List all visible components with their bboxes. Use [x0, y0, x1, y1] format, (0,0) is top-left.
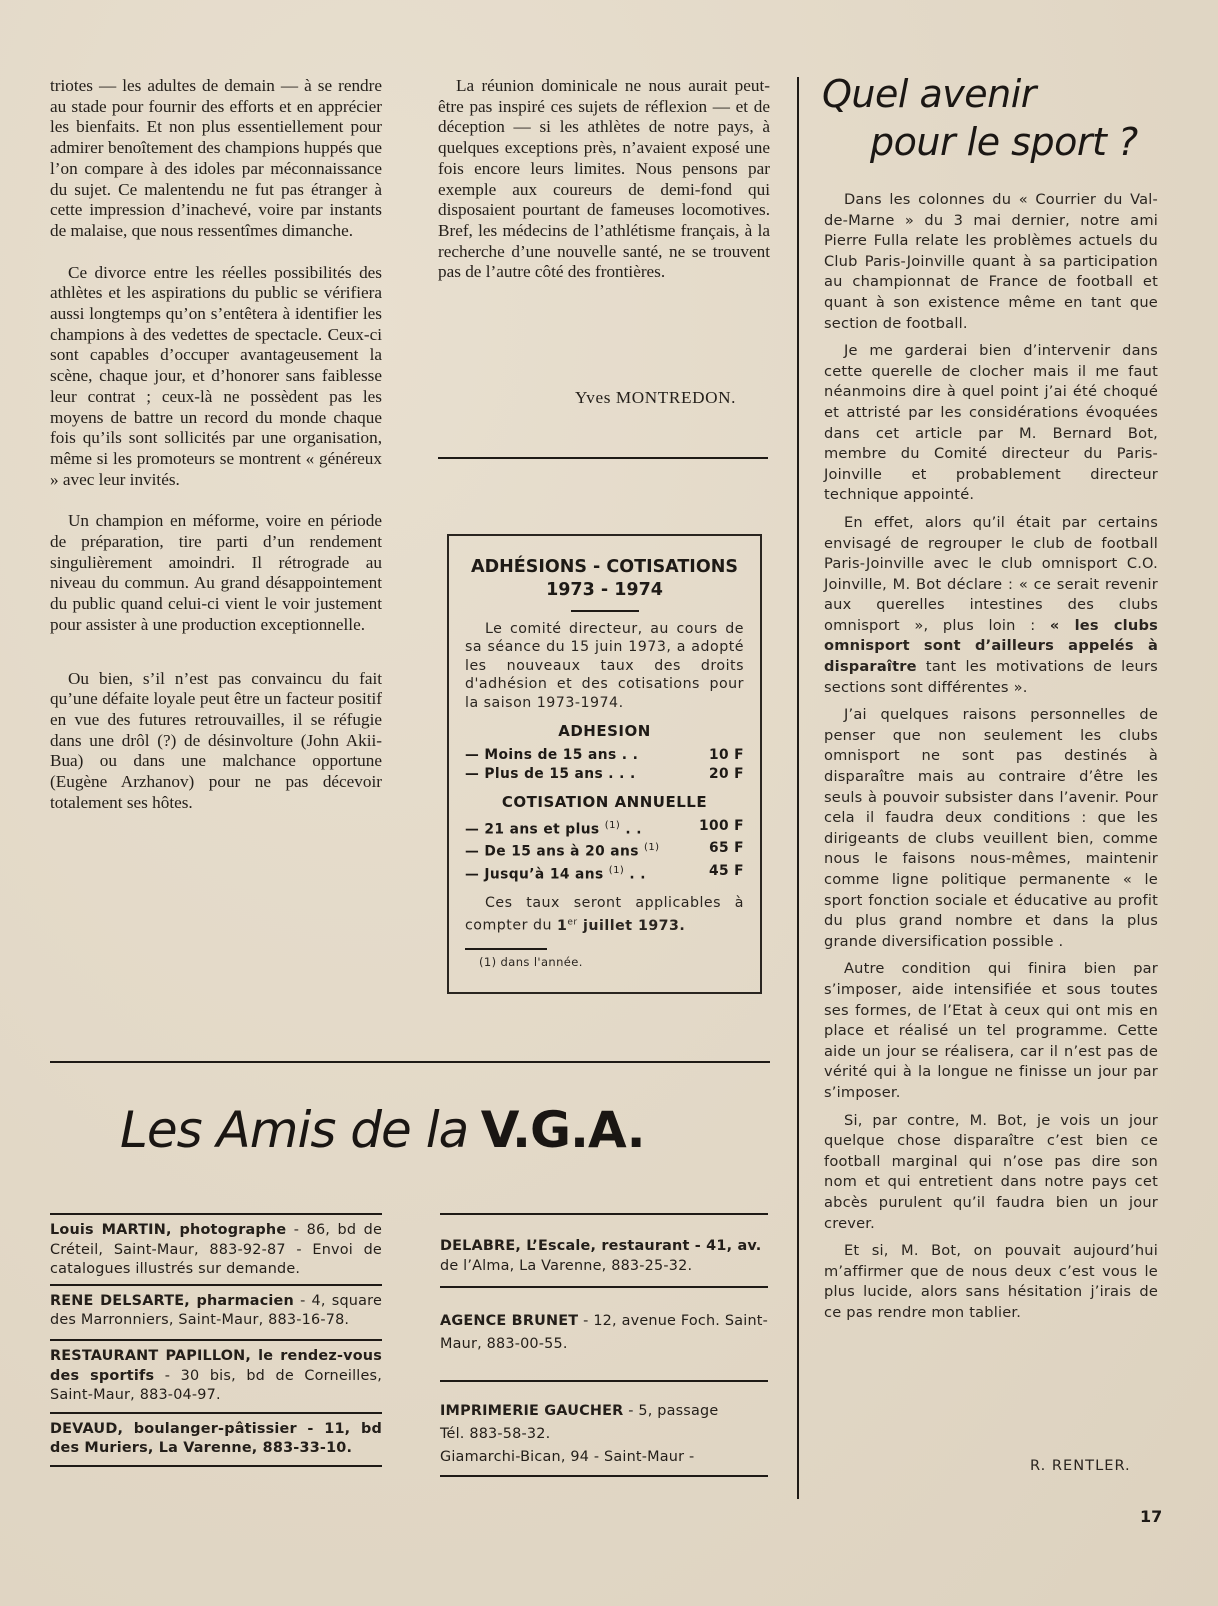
rate-row — [465, 839, 744, 861]
article-paragraph: triotes — les adultes de demain — à se rendre au stade pour fournir des efforts et en apprécier les bienfaits. Et non plus essentiellement pour admirer benoîtement des champions huppés que l’on compare à des idoles par méconnaissance du sujet. Ce malentendu ne fut pas étranger à cette impression d’inachevé, voire par instants de malaise, que nous ressentîmes dimanche. — [50, 76, 382, 240]
article-paragraph: La réunion dominicale ne nous aurait peut-être pas inspiré ces sujets de réflexion — et de déception — si les athlètes de notre pays, à quelques exceptions près, n’avaient exposé une fois encore leurs limites. Nous pensons par exemple aux coureurs de demi-fond qui disposaient pourtant de fameuses locomotives. Bref, les médecins de l’athlétisme français, à la recherche d’une nouvelle santé, ne se trouvent pas de l’autre côté des frontières. — [438, 76, 770, 282]
ad-entry — [440, 1400, 768, 1469]
ad-divider — [440, 1213, 768, 1215]
friends-title-italic: Les Amis de la — [120, 1101, 469, 1159]
headline-line1: Quel avenir — [822, 72, 1036, 116]
ad-entry — [440, 1237, 768, 1276]
article-paragraph: Ce divorce entre les réelles possibilités des athlètes et les aspirations du public se vérifiera aussi longtemps qu’on s’entêtera à identifier les champions à des vedettes de spectacle. Ceux-ci sont capables d’occuper avantageusement la scène, chaque jour, et d’honorer sans faiblesse leur contrat ; ceux-là ne possèdent pas les moyens de battre un record du monde chaque fois qu’ils sont sollicités par une organisation, même si les promoteurs se montrent « généreux » avec leur invités. — [50, 262, 382, 489]
ad-divider — [440, 1380, 768, 1382]
applicable-date-day: 1 — [556, 917, 568, 934]
rate-value: 100 F — [698, 818, 744, 835]
footnote-rule — [465, 948, 547, 950]
ad-entry — [50, 1292, 382, 1331]
ad-text: - 86, bd de Créteil, Saint-Maur, 883-92-87 - Envoi de catalogues illustrés sur demande. — [50, 1222, 382, 1278]
article-paragraph — [824, 513, 1158, 698]
section-divider — [50, 1061, 770, 1063]
friends-title-bold: V.G.A. — [480, 1101, 645, 1159]
article-paragraph: J’ai quelques raisons personnelles de penser que non seulement les clubs omnisport ne sont pas destinés à disparaître mais au contraire d’être les seuls à pouvoir subsister dans l’avenir. Pour cela il faudra deux conditions : que les dirigeants de clubs veuillent bien, comme nous le faisons nous-mêmes, maintenir comme ligne politique permanente « le sport fonction sociale et éducative au profit du plus grand nombre et dans la plus grande diversification possible . — [824, 706, 1158, 950]
rates-title — [449, 556, 760, 602]
ad-entry — [50, 1420, 382, 1459]
ad-text: - 4, square des Marronniers, Saint-Maur, 883-16-78. — [50, 1292, 382, 1329]
ad-divider — [440, 1475, 768, 1477]
title-underline — [571, 610, 639, 612]
ad-divider — [440, 1286, 768, 1288]
ad-name: DELABRE, L’Escale, restaurant - 41, av. — [440, 1238, 762, 1254]
ad-text: - 5, passage — [628, 1403, 719, 1420]
applicable-note — [465, 894, 744, 936]
ad-divider — [50, 1465, 382, 1467]
applicable-text: Ces taux seront applicables à compter du — [465, 894, 744, 934]
ad-name: IMPRIMERIE GAUCHER — [440, 1403, 624, 1420]
applicable-date-rest: juillet 1973. — [583, 917, 686, 934]
article-paragraph: Autre condition qui finira bien par s’imposer, aide intensifiée et sous toutes ses formes, de l’Etat à ceux qui ont mis en place et réalisé un tel programme. Cette aide un jour se réalisera, car il n’est pas de vérité qui à la longue ne finisse un jour par s’imposer. — [824, 960, 1158, 1101]
left-column — [50, 76, 382, 814]
author-signature: R. RENTLER. — [1030, 1457, 1131, 1474]
rate-label: — Plus de 15 ans . . . — [465, 765, 636, 782]
leader-dots: . . — [624, 866, 646, 883]
cotisation-heading: COTISATION ANNUELLE — [501, 793, 708, 812]
middle-column — [438, 76, 770, 283]
rate-value: 10 F — [708, 747, 744, 764]
article-paragraph: Si, par contre, M. Bot, je vois un jour quelque chose disparaître c’est bien ce football marginal qui n’ose pas dire son nom et qui entretient dans notre pays cet abcès purulent qu’il faudra bien un jour crever. — [824, 1111, 1158, 1232]
rate-value: 65 F — [708, 840, 744, 857]
footnote-marker: (1) — [608, 864, 625, 876]
footnote-marker: (1) — [604, 820, 621, 832]
rate-row — [465, 765, 744, 784]
vertical-divider — [797, 77, 799, 1499]
ad-divider — [50, 1213, 382, 1215]
ad-entry — [50, 1221, 382, 1280]
rate-label: — Jusqu’à 14 ans — [465, 866, 604, 883]
p3-before: En effet, alors qu’il était par certains envisagé de regrouper le club de football Paris-Joinville avec le club omnisport C.O. Joinville, M. Bot déclare : « ce serait revenir aux querelles intestines des clubs omnisport », plus loin : — [824, 513, 1158, 634]
ad-text: - 12, avenue Foch. Saint-Maur, 883-00-55. — [440, 1313, 768, 1353]
ad-divider — [50, 1412, 382, 1414]
leader-dots: . . — [620, 821, 642, 838]
footnote-marker: (1) — [644, 842, 660, 854]
page-number: 17 — [1140, 1507, 1163, 1526]
ads-left — [50, 1213, 382, 1467]
author-signature: Yves MONTREDON. — [575, 388, 737, 407]
article-paragraph: Je me garderai bien d’intervenir dans cette querelle de clocher mais il me faut néanmoins dire à quel point j’ai été choqué et attristé par les considérations évoquées dans cet article par M. Bernard Bot, membre du Comité directeur du Paris-Joinville et probablement directeur technique appointé. — [824, 342, 1158, 504]
adhesion-heading: ADHESION — [558, 722, 651, 741]
article-paragraph: Et si, M. Bot, on pouvait aujourd’hui m’affirmer que de nous deux c’est vous le plus lucide, alors sans hésitation j’irais de ce pas rendre mon tablier. — [824, 1242, 1158, 1321]
p3-after: tant les motivations de leurs sections sont différentes ». — [824, 658, 1158, 696]
headline-line2: pour le sport ? — [870, 120, 1138, 164]
rates-intro: Le comité directeur, au cours de sa séance du 15 juin 1973, a adopté les nouveaux taux des droits d'adhésion et des cotisations pour la saison 1973-1974. — [465, 621, 744, 711]
rate-label: — 21 ans et plus — [465, 821, 600, 838]
article-paragraph: Un champion en méforme, voire en période de préparation, tire parti d’un rendement singulièrement amoindri. Il rétrograde au niveau du commun. Au grand désappointement du public quand celui-ci vient le voir justement pour assister à une production exceptionnelle. — [50, 511, 382, 634]
ads-right — [440, 1213, 768, 1477]
rates-title-line2: 1973 - 1974 — [546, 580, 663, 600]
article-paragraph: Ou bien, s’il n’est pas convaincu du fait qu’une défaite loyale peut être un facteur positif en vue des futures retrouvailles, il se réfugie dans une drôl (?) de désinvolture (John Akii-Bua) ou dans une malchance opportune (Eugène Arzhanov) pour ne pas décevoir totalement ses hôtes. — [50, 668, 382, 812]
rate-value: 45 F — [708, 862, 744, 879]
ad-name: RESTAURANT PAPILLON, le rendez-vous des sportifs — [50, 1347, 382, 1384]
ad-text: - 30 bis, bd de Corneilles, Saint-Maur, 883-04-97. — [50, 1367, 382, 1404]
ad-entry — [50, 1347, 382, 1406]
friends-title — [120, 1100, 645, 1160]
rate-row — [465, 817, 744, 839]
ad-phone: Tél. 883-58-32. — [440, 1426, 551, 1443]
ad-name: DEVAUD, boulanger-pâtissier - 11, bd des Muriers, La Varenne, 883-33-10. — [50, 1420, 382, 1457]
rate-label: — De 15 ans à 20 ans — [465, 844, 639, 860]
rate-row — [465, 862, 744, 884]
rate-label: — Moins de 15 ans . . — [465, 747, 639, 764]
ad-divider — [50, 1339, 382, 1341]
applicable-date-sup: er — [567, 916, 578, 927]
rates-box — [447, 534, 762, 994]
divider — [438, 457, 768, 459]
rate-row — [465, 746, 744, 765]
ad-name: AGENCE BRUNET — [440, 1313, 579, 1330]
rates-title-line1: ADHÉSIONS - COTISATIONS — [471, 557, 738, 577]
article-paragraph: Dans les colonnes du « Courrier du Val-de-Marne » du 3 mai dernier, notre ami Pierre Fulla relate les problèmes actuels du Club Paris-Joinville quant à sa participation au championnat de France de football et quant à son existence même en tant que section de football. — [824, 191, 1158, 332]
ad-address: Giamarchi-Bican, 94 - Saint-Maur - — [440, 1449, 695, 1466]
right-column — [824, 190, 1158, 1323]
ad-entry — [440, 1310, 768, 1356]
ad-divider — [50, 1284, 382, 1286]
p3-bold-quote: « les clubs omnisport sont d’ailleurs appelés à disparaître — [824, 616, 1158, 676]
rate-value: 20 F — [708, 765, 744, 782]
ad-text: de l’Alma, La Varenne, 883-25-32. — [440, 1257, 693, 1274]
ad-name: RENE DELSARTE, pharmacien — [50, 1292, 294, 1309]
ad-name: Louis MARTIN, photographe — [50, 1222, 287, 1238]
footnote: (1) dans l'année. — [479, 954, 583, 969]
